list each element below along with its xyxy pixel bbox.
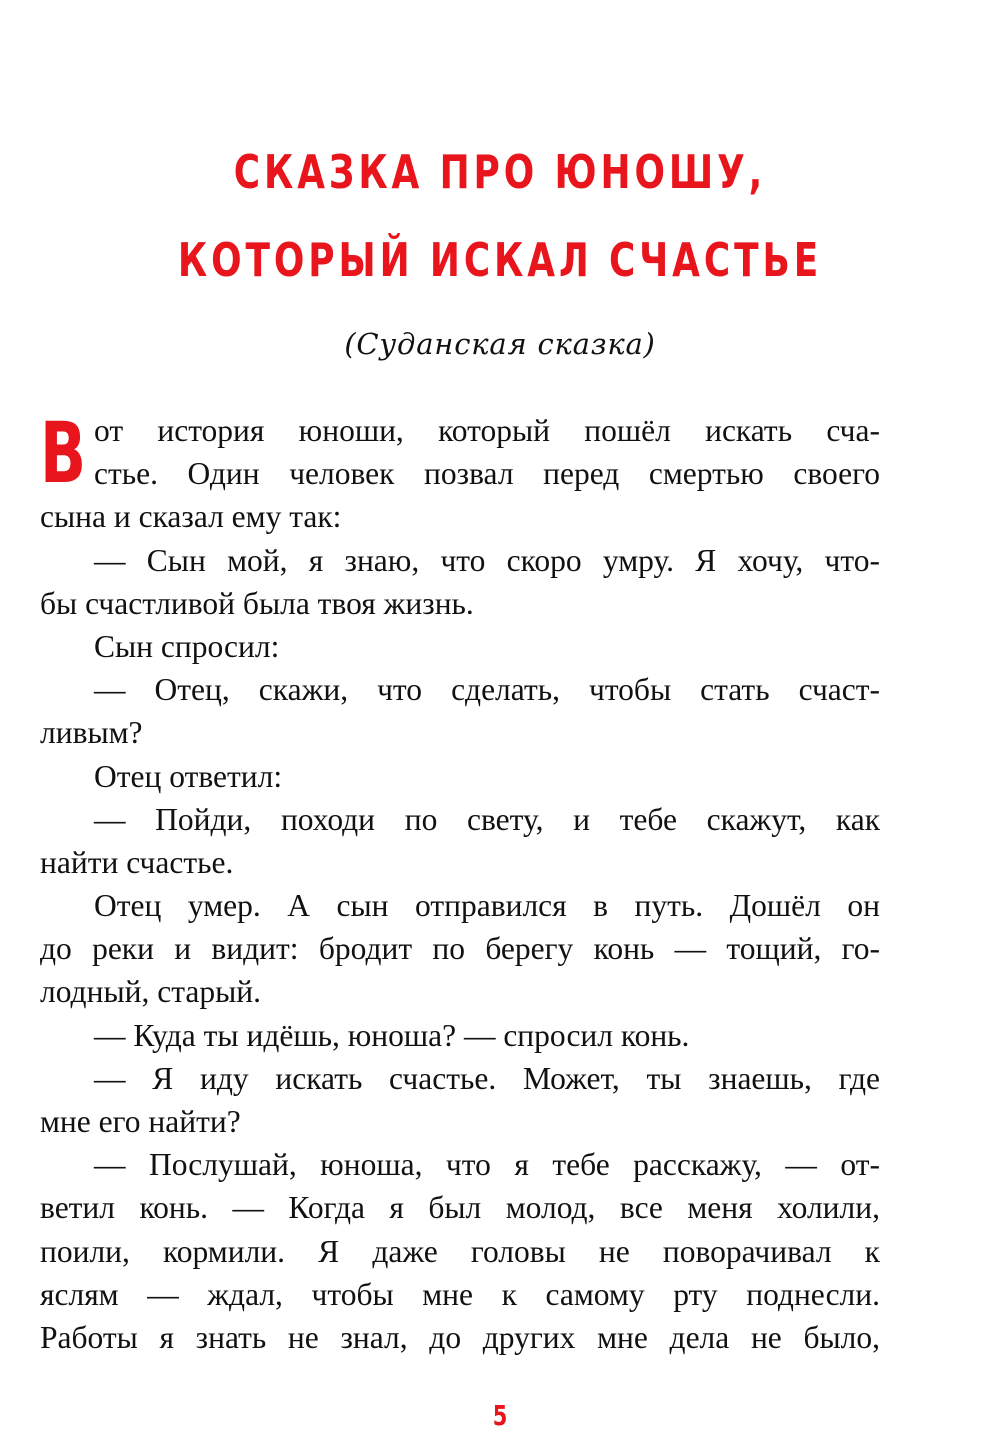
text-line: Сын спросил: [94, 628, 280, 664]
text-line: Отец умер. А сын отправился в путь. Дошёл он [94, 888, 880, 924]
text-line: ветил конь. — Когда я был молод, все меня холили, [40, 1190, 880, 1226]
text-line: — Пойди, походи по свету, и тебе скажут, как [94, 801, 880, 837]
text-line: найти счастье. [40, 844, 234, 880]
text-line: бы счастливой была твоя жизнь. [40, 585, 474, 621]
text-line: — Я иду искать счастье. Может, ты знаешь, где [94, 1060, 880, 1096]
text-line: до реки и видит: бродит по берегу конь — тощий, го- [40, 931, 880, 967]
story-title [110, 128, 890, 304]
text-line: Отец ответил: [94, 758, 283, 794]
text-line: от история юноши, который пошёл искать сча- [94, 413, 880, 448]
text-line: мне его найти? [40, 1104, 241, 1139]
text-line: — Куда ты идёшь, юноша? — спросил конь. [94, 1017, 690, 1053]
text-line: — Послушай, юноша, что я тебе расскажу, — от- [94, 1147, 880, 1183]
story-text [40, 404, 880, 1359]
story-title-line-2: КОТОРЫЙ ИСКАЛ СЧАСТЬЕ [177, 233, 823, 287]
text-line: — Отец, скажи, что сделать, чтобы стать счаст- [94, 672, 880, 708]
text-line: поили, кормили. Я даже головы не поворачивал к [40, 1233, 880, 1269]
text-line: ливым? [40, 715, 143, 751]
drop-cap: В [40, 404, 87, 502]
story-subtitle: (Суданская сказка) [344, 327, 656, 361]
text-line: — Сын мой, я знаю, что скоро умру. Я хочу, что- [94, 542, 880, 578]
text-line: лодный, старый. [40, 974, 261, 1010]
page-number: 5 [492, 1399, 508, 1432]
story-title-line-1: СКАЗКА ПРО ЮНОШУ, [233, 145, 767, 199]
text-line: стье. Один человек позвал перед смертью своего [94, 456, 880, 492]
text-line: яслям — ждал, чтобы мне к самому рту поднесли. [40, 1276, 880, 1312]
text-line: Работы я знать не знал, до других мне дела не было, [40, 1319, 880, 1355]
text-line: сына и сказал ему так: [40, 499, 342, 535]
